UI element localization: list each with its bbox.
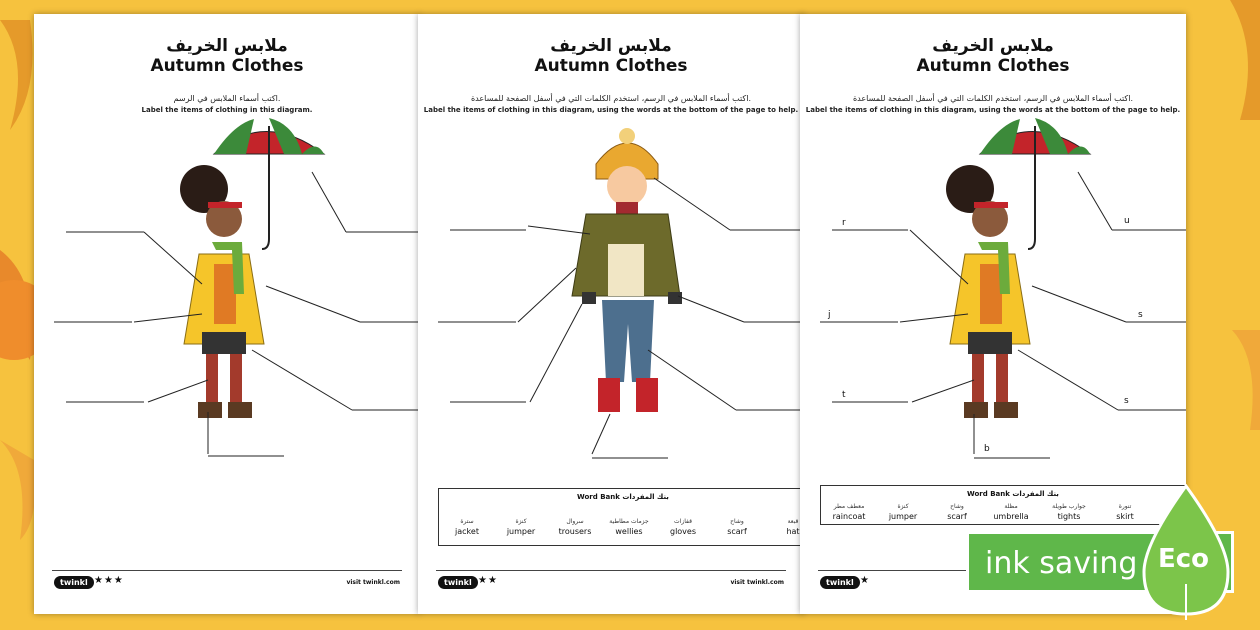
skirt-illustration <box>202 332 246 354</box>
hint-letter: s <box>1138 310 1143 320</box>
instruction-arabic: اكتب أسماء الملابس في الرسم. <box>173 94 281 103</box>
word-bank-item: جزمات مطاطية wellies <box>609 518 649 536</box>
twinkl-logo: twinkl <box>438 576 478 589</box>
instruction-arabic: اكتب أسماء الملابس في الرسم، استخدم الكلمات التي في أسفل الصفحة للمساعدة. <box>852 94 1134 103</box>
wellies-illustration <box>598 378 620 412</box>
word-bank-title: Word Bank بنك المفردات <box>577 493 669 501</box>
eco-label: Eco <box>1158 544 1210 574</box>
instruction-arabic: اكتب أسماء الملابس في الرسم، استخدم الكلمات التي في أسفل الصفحة للمساعدة. <box>470 94 752 103</box>
word-bank-item: سروال trousers <box>558 518 592 536</box>
sheet-title-english: Autumn Clothes <box>534 56 688 76</box>
visit-link: visit twinkl.com <box>730 579 784 586</box>
sheet-title-arabic: ملابس الخريف <box>166 36 288 56</box>
word-bank-item: وشاح scarf <box>727 518 747 536</box>
footer-divider <box>436 570 786 571</box>
hint-letter: j <box>828 310 831 320</box>
hint-letter: u <box>1124 216 1130 226</box>
hint-letter: t <box>842 390 846 400</box>
instruction-english: Label the items of clothing in this diagram, using the words at the bottom of the page to help. <box>423 106 799 114</box>
word-bank <box>438 488 804 546</box>
word-bank-item: سترة jacket <box>455 518 479 536</box>
twinkl-logo: twinkl <box>820 576 860 589</box>
twinkl-logo: twinkl <box>54 576 94 589</box>
trousers-illustration <box>602 300 654 382</box>
sheet-title-arabic: ملابس الخريف <box>932 36 1054 56</box>
word-bank-item: كنزة jumper <box>506 518 536 536</box>
word-bank <box>820 485 1186 525</box>
hint-letter: b <box>984 444 990 454</box>
ink-saving-label: ink saving <box>985 546 1138 581</box>
sheet-title-english: Autumn Clothes <box>916 56 1070 76</box>
hint-letter: r <box>842 218 846 228</box>
word-bank-item: جوارب طويلة tights <box>1052 503 1086 521</box>
difficulty-stars: ★★★ <box>94 575 124 586</box>
word-bank-item: مظلة umbrella <box>993 503 1029 521</box>
word-bank-item: تنورة skirt <box>1116 503 1134 521</box>
hint-letter: s <box>1124 396 1129 406</box>
worksheet-two-star <box>418 14 804 614</box>
skirt-illustration <box>968 332 1012 354</box>
word-bank-item: معطف مطر raincoat <box>832 503 866 521</box>
instruction-english: Label the items of clothing in this diagram. <box>141 106 313 114</box>
difficulty-stars: ★ <box>860 575 870 586</box>
sheet-title-english: Autumn Clothes <box>150 56 304 76</box>
worksheet-one-star <box>800 14 1186 614</box>
word-bank-item: قبعة hat <box>786 518 800 536</box>
sheet-title-arabic: ملابس الخريف <box>550 36 672 56</box>
visit-link: visit twinkl.com <box>346 579 400 586</box>
word-bank-title: Word Bank بنك المفردات <box>967 490 1059 498</box>
word-bank-item: قفازات gloves <box>669 518 697 536</box>
instruction-english: Label the items of clothing in this diagram, using the words at the bottom of the page to help. <box>805 106 1181 114</box>
difficulty-stars: ★★ <box>478 575 498 586</box>
girl-umbrella-diagram <box>34 14 420 614</box>
word-bank-item: كنزة jumper <box>888 503 918 521</box>
word-bank-item: وشاح scarf <box>947 503 967 521</box>
gloves-illustration <box>582 292 596 304</box>
worksheet-one-star-three <box>34 14 420 614</box>
footer-divider <box>52 570 402 571</box>
